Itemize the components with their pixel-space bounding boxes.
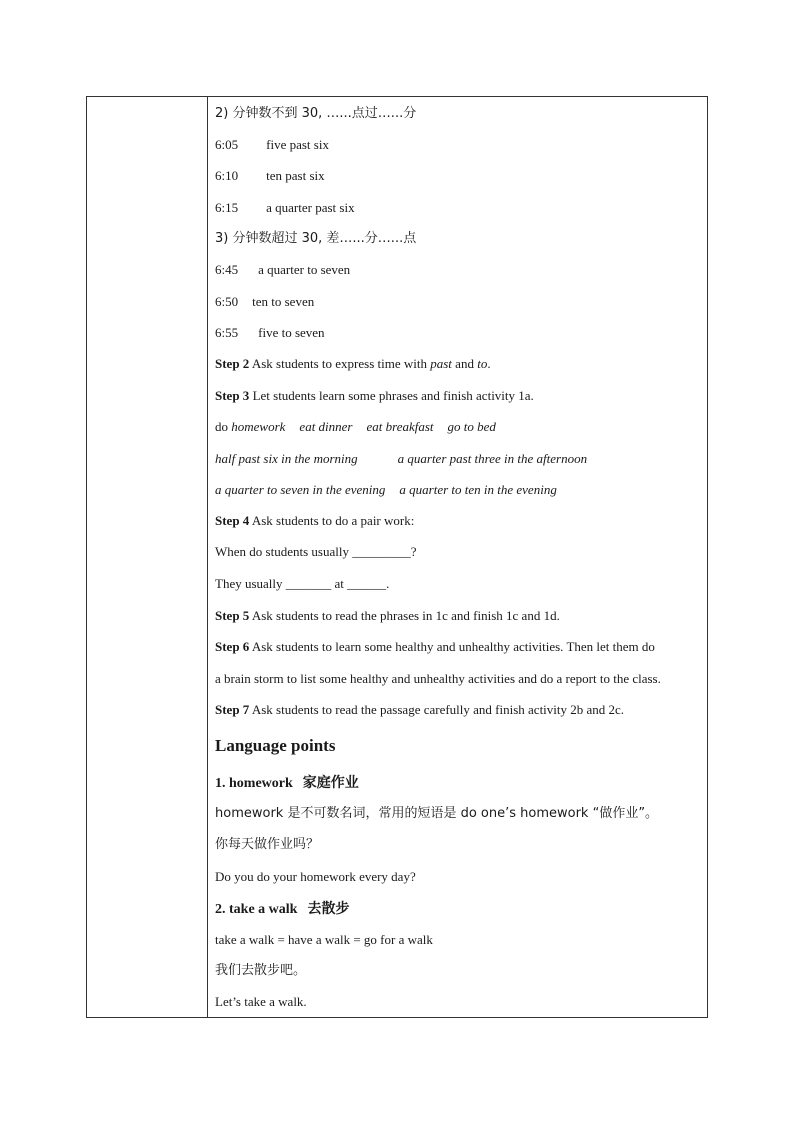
time-example: 6:05 five past six bbox=[215, 137, 329, 152]
lesson-table bbox=[86, 96, 708, 1018]
step-4: Step 4 Ask students to do a pair work: bbox=[215, 513, 415, 528]
time-example: 6:10 ten past six bbox=[215, 168, 325, 183]
pair-question: When do students usually _________? bbox=[215, 544, 417, 559]
phrase-row: half past six in the morning a quarter past three in the afternoon bbox=[215, 451, 588, 466]
point-1-example-cn: 你每天做作业吗？ bbox=[215, 837, 320, 852]
time-example: 6:45 a quarter to seven bbox=[215, 262, 351, 277]
pair-answer: They usually _______ at ______. bbox=[215, 576, 390, 591]
step-6: Step 6 Ask students to learn some healthy and unhealthy activities. Then let them do bbox=[215, 639, 655, 654]
step-7: Step 7 Ask students to read the passage carefully and finish activity 2b and 2c. bbox=[215, 702, 625, 717]
point-1-example-en: Do you do your homework every day? bbox=[215, 869, 416, 884]
point-2-heading: 2. take a walk 去散步 bbox=[215, 901, 350, 917]
point-1-heading: 1. homework 家庭作业 bbox=[215, 775, 359, 791]
point-2-example-en: Let’s take a walk. bbox=[215, 994, 307, 1009]
phrase-row: do homework eat dinner eat breakfast go to bed bbox=[215, 419, 496, 434]
step-3: Step 3 Let students learn some phrases and finish activity 1a. bbox=[215, 388, 534, 403]
rule-heading-3: 3) 分钟数超过 30, 差…...分…...点 bbox=[215, 231, 417, 246]
step-6-cont: a brain storm to list some healthy and unhealthy activities and do a report to the class. bbox=[215, 671, 661, 686]
rule-heading-2: 2) 分钟数不到 30, …...点过…...分 bbox=[215, 106, 417, 121]
step-2: Step 2 Ask students to express time with past and to. bbox=[215, 356, 491, 371]
language-points-title: Language points bbox=[215, 736, 336, 755]
step-5: Step 5 Ask students to read the phrases in 1c and finish 1c and 1d. bbox=[215, 608, 560, 623]
point-2-note: take a walk = have a walk = go for a walk bbox=[215, 932, 433, 947]
time-example: 6:50 ten to seven bbox=[215, 294, 315, 309]
time-example: 6:55 five to seven bbox=[215, 325, 325, 340]
phrase-row: a quarter to seven in the evening a quarter to ten in the evening bbox=[215, 482, 557, 497]
column-divider bbox=[207, 97, 208, 1017]
time-example: 6:15 a quarter past six bbox=[215, 200, 355, 215]
point-1-note: homework 是不可数名词，常用的短语是 do one’s homework “做作业”。 bbox=[215, 806, 659, 821]
point-2-example-cn: 我们去散步吧。 bbox=[215, 963, 307, 978]
